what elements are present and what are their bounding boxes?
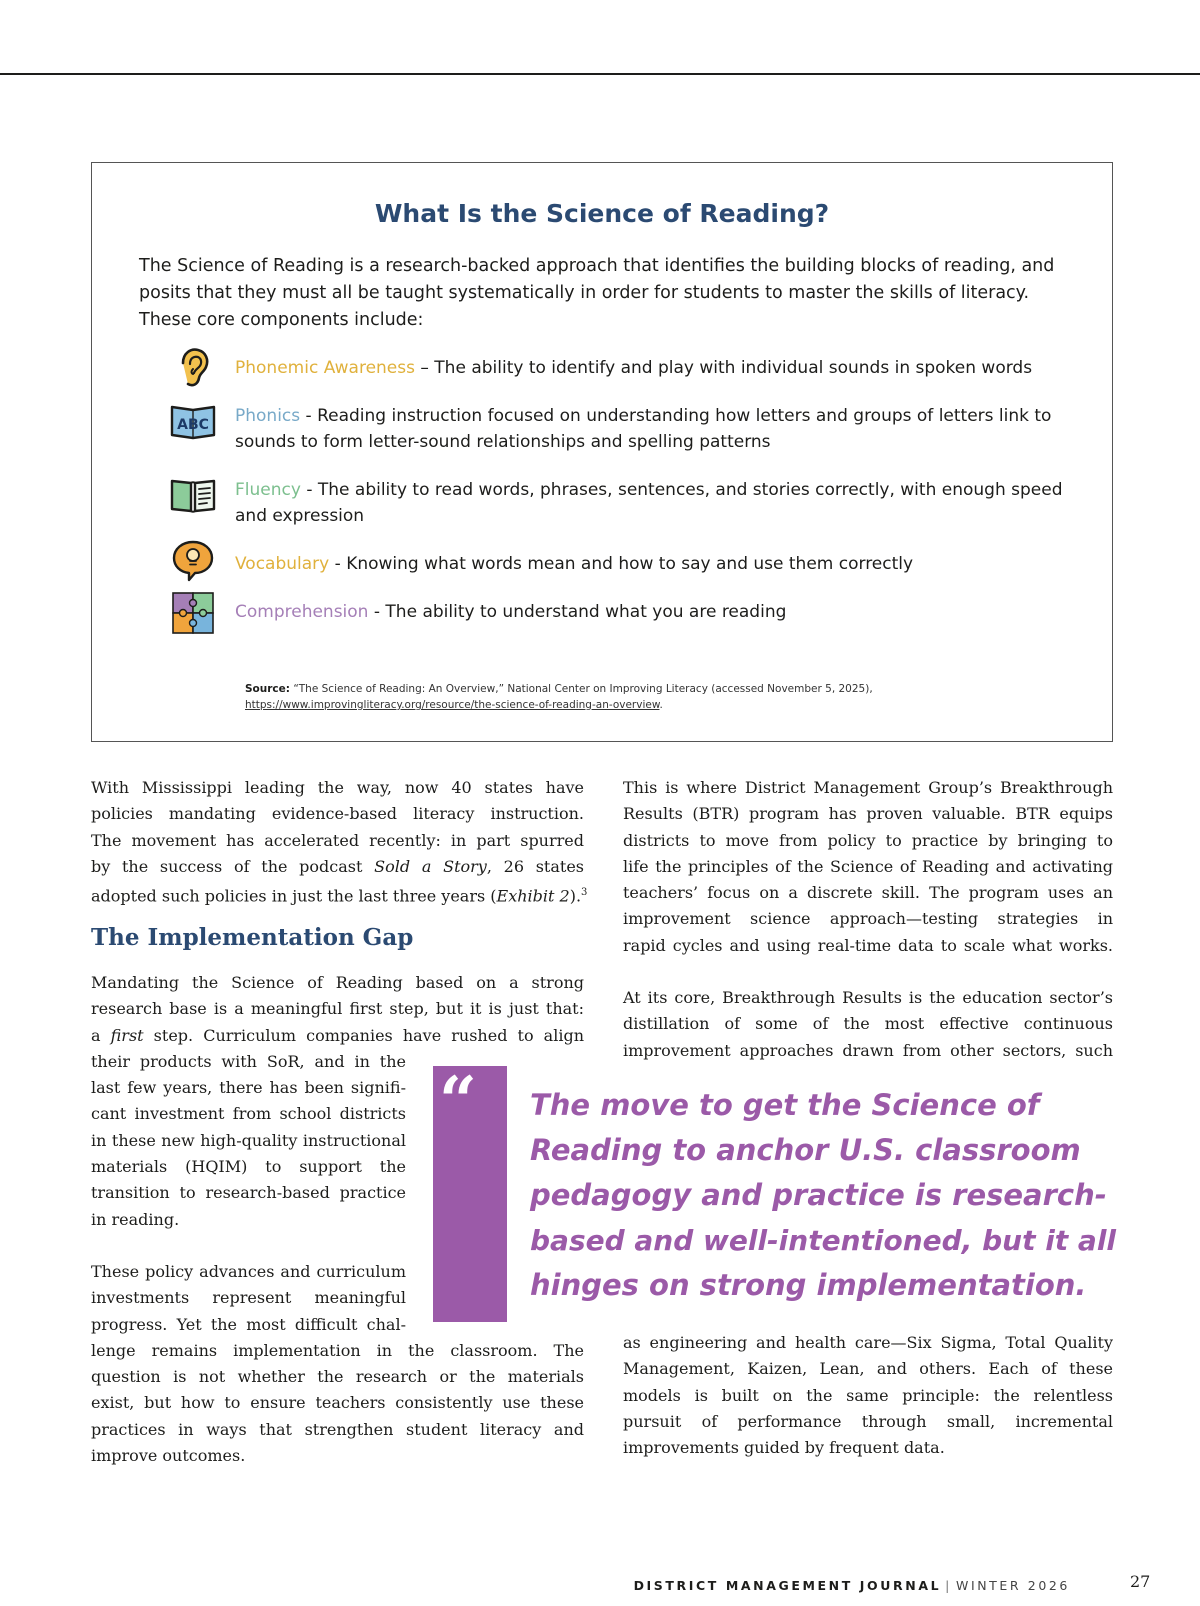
- component-separator: -: [368, 602, 386, 622]
- text-line: Management, Kaizen, Lean, and others. Each of these: [623, 1359, 1113, 1379]
- component-separator: -: [300, 480, 318, 500]
- puzzle-icon: [169, 591, 217, 635]
- text-line: With Mississippi leading the way, now 40 states have: [91, 778, 584, 797]
- emphasis-first: first: [110, 1025, 144, 1045]
- component-definition: Reading instruction focused on understanding how letters and groups of letters link to sounds to form letter-sound relationships and spelling patterns: [235, 406, 1052, 452]
- sidebar-intro: The Science of Reading is a research-backed approach that identifies the building blocks of reading, and posits that they must all be taught systematically in order for students to master the skills of literacy. These core components include:: [139, 256, 1055, 330]
- component-term: Phonemic Awareness: [235, 358, 415, 378]
- text-line: The movement has accelerated recently: in part spurred: [91, 830, 584, 850]
- source-link[interactable]: https://www.improvingliteracy.org/resource/the-science-of-reading-an-overview: [245, 699, 660, 711]
- pull-quote-line: Reading to anchor U.S. classroom: [530, 1133, 1081, 1167]
- component-separator: -: [300, 406, 318, 426]
- text-line: Results (BTR) program has proven valuable. BTR equips: [623, 804, 1113, 824]
- text-line: districts to move from policy to practice by bringing to: [623, 830, 1113, 850]
- text-line: research base is a meaningful first step, but it is just that:: [91, 999, 584, 1019]
- text-line: in reading.: [91, 1209, 180, 1229]
- source-label: Source:: [245, 683, 290, 695]
- issue-season: WINTER 2026: [955, 1578, 1070, 1593]
- text-line: improvements guided by frequent data.: [623, 1438, 945, 1458]
- text-line: [91, 854, 584, 880]
- text-line: Mandating the Science of Reading based on a strong: [91, 973, 584, 992]
- text-line: in these new high-quality instructional: [91, 1130, 406, 1150]
- publication-name: DISTRICT MANAGEMENT JOURNAL: [633, 1578, 942, 1593]
- sidebar-source: [245, 681, 1025, 713]
- component-term: Fluency: [235, 480, 301, 500]
- text-line: models is built on the same principle: the relentless: [623, 1385, 1113, 1405]
- text-run: step. Curriculum companies have rushed to align: [143, 1025, 585, 1045]
- page-number: 27: [1130, 1572, 1151, 1591]
- pull-quote: [530, 1083, 1130, 1308]
- text-line: improve outcomes.: [91, 1446, 246, 1466]
- component-vocabulary: [235, 551, 1075, 577]
- text-line: lenge remains implementation in the classroom. The: [91, 1340, 584, 1360]
- ear-icon: [169, 345, 217, 389]
- open-book-icon: [169, 473, 217, 517]
- text-run: , 26 states: [486, 856, 585, 876]
- text-line: exist, but how to ensure teachers consistently use these: [91, 1393, 584, 1413]
- source-text: “The Science of Reading: An Overview,” National Center on Improving Literacy (accessed November 5, 2025),: [289, 683, 873, 695]
- page-footer: [634, 1578, 1070, 1593]
- text-line: investments represent meaningful: [91, 1288, 406, 1308]
- text-line: as engineering and health care—Six Sigma, Total Quality: [623, 1333, 1113, 1352]
- text-line: practices in ways that strengthen student literacy and: [91, 1419, 584, 1439]
- left-paragraph-3: [91, 1259, 584, 1469]
- text-line: life the principles of the Science of Reading and activating: [623, 856, 1113, 876]
- text-line: teachers’ focus on a discrete skill. The program uses an: [623, 883, 1113, 903]
- component-definition: Knowing what words mean and how to say and use them correctly: [346, 554, 914, 574]
- text-line: materials (HQIM) to support the: [91, 1157, 406, 1177]
- section-heading: The Implementation Gap: [91, 924, 414, 951]
- text-line: progress. Yet the most difficult chal-: [91, 1314, 406, 1334]
- text-line: distillation of some of the most effective continuous: [623, 1014, 1113, 1034]
- text-line: [91, 1023, 584, 1049]
- right-paragraph-3: [623, 1330, 1113, 1461]
- pull-quote-line: The move to get the Science of: [530, 1088, 1040, 1122]
- component-term: Comprehension: [235, 602, 369, 622]
- component-definition: The ability to understand what you are reading: [385, 602, 787, 622]
- exhibit-reference[interactable]: Exhibit 2: [496, 886, 570, 906]
- pull-quote-line: hinges on strong implementation.: [530, 1268, 1087, 1302]
- text-line: pursuit of performance through small, incremental: [623, 1411, 1113, 1431]
- pull-quote-line: pedagogy and practice is research-: [530, 1178, 1107, 1212]
- text-line: At its core, Breakthrough Results is the education sector’s: [623, 988, 1113, 1007]
- quote-mark-icon: “: [439, 1062, 477, 1140]
- component-term: Vocabulary: [235, 554, 330, 574]
- abc-book-icon: [169, 399, 217, 443]
- left-paragraph-1: [91, 775, 588, 906]
- text-run: adopted such policies in just the last three years (: [91, 886, 497, 906]
- component-phonemic-awareness: [235, 355, 1075, 381]
- right-paragraph-1: [623, 775, 1113, 959]
- left-paragraph-2: [91, 970, 584, 1233]
- pull-quote-line: based and well-intentioned, but it all: [530, 1224, 1117, 1257]
- sidebar-title: What Is the Science of Reading?: [374, 199, 830, 228]
- text-run: by the success of the podcast: [91, 856, 375, 876]
- text-run: a: [91, 1025, 111, 1045]
- source-end: .: [659, 699, 663, 711]
- text-line: This is where District Management Group’s Breakthrough: [623, 778, 1113, 797]
- right-paragraph-2: [623, 985, 1113, 1064]
- text-line: rapid cycles and using real-time data to scale what works.: [623, 935, 1113, 955]
- text-line: improvement approaches drawn from other sectors, such: [623, 1040, 1113, 1060]
- text-line: These policy advances and curriculum: [91, 1262, 406, 1281]
- text-line: improvement science approach—testing strategies in: [623, 909, 1113, 929]
- text-line: cant investment from school districts: [91, 1104, 406, 1124]
- component-definition: The ability to identify and play with individual sounds in spoken words: [434, 358, 1033, 378]
- footer-separator: |: [945, 1578, 952, 1593]
- text-line: policies mandating evidence-based literacy instruction.: [91, 804, 584, 824]
- lightbulb-bubble-icon: [169, 539, 217, 583]
- text-line: transition to research-based practice: [91, 1183, 406, 1203]
- text-run: ).: [569, 886, 582, 906]
- podcast-title: Sold a Story: [374, 856, 487, 876]
- text-line: their products with SoR, and in the: [91, 1051, 406, 1071]
- component-term: Phonics: [235, 406, 301, 426]
- pull-quote-bar: [433, 1062, 507, 1322]
- header-rule: [0, 73, 1200, 75]
- text-line: last few years, there has been signifi-: [91, 1078, 406, 1098]
- text-line: question is not whether the research or the materials: [91, 1367, 584, 1387]
- footnote-marker[interactable]: 3: [581, 887, 588, 899]
- component-separator: –: [414, 358, 435, 378]
- abc-icon-text: ABC: [177, 417, 209, 433]
- text-line: [91, 880, 588, 906]
- component-phonics: [177, 403, 1075, 455]
- science-of-reading-sidebar: [91, 162, 1113, 742]
- component-separator: -: [329, 554, 347, 574]
- component-comprehension: [235, 599, 1075, 625]
- component-definition: The ability to read words, phrases, sentences, and stories correctly, with enough speed and expression: [235, 480, 1063, 526]
- component-fluency: [235, 477, 1075, 529]
